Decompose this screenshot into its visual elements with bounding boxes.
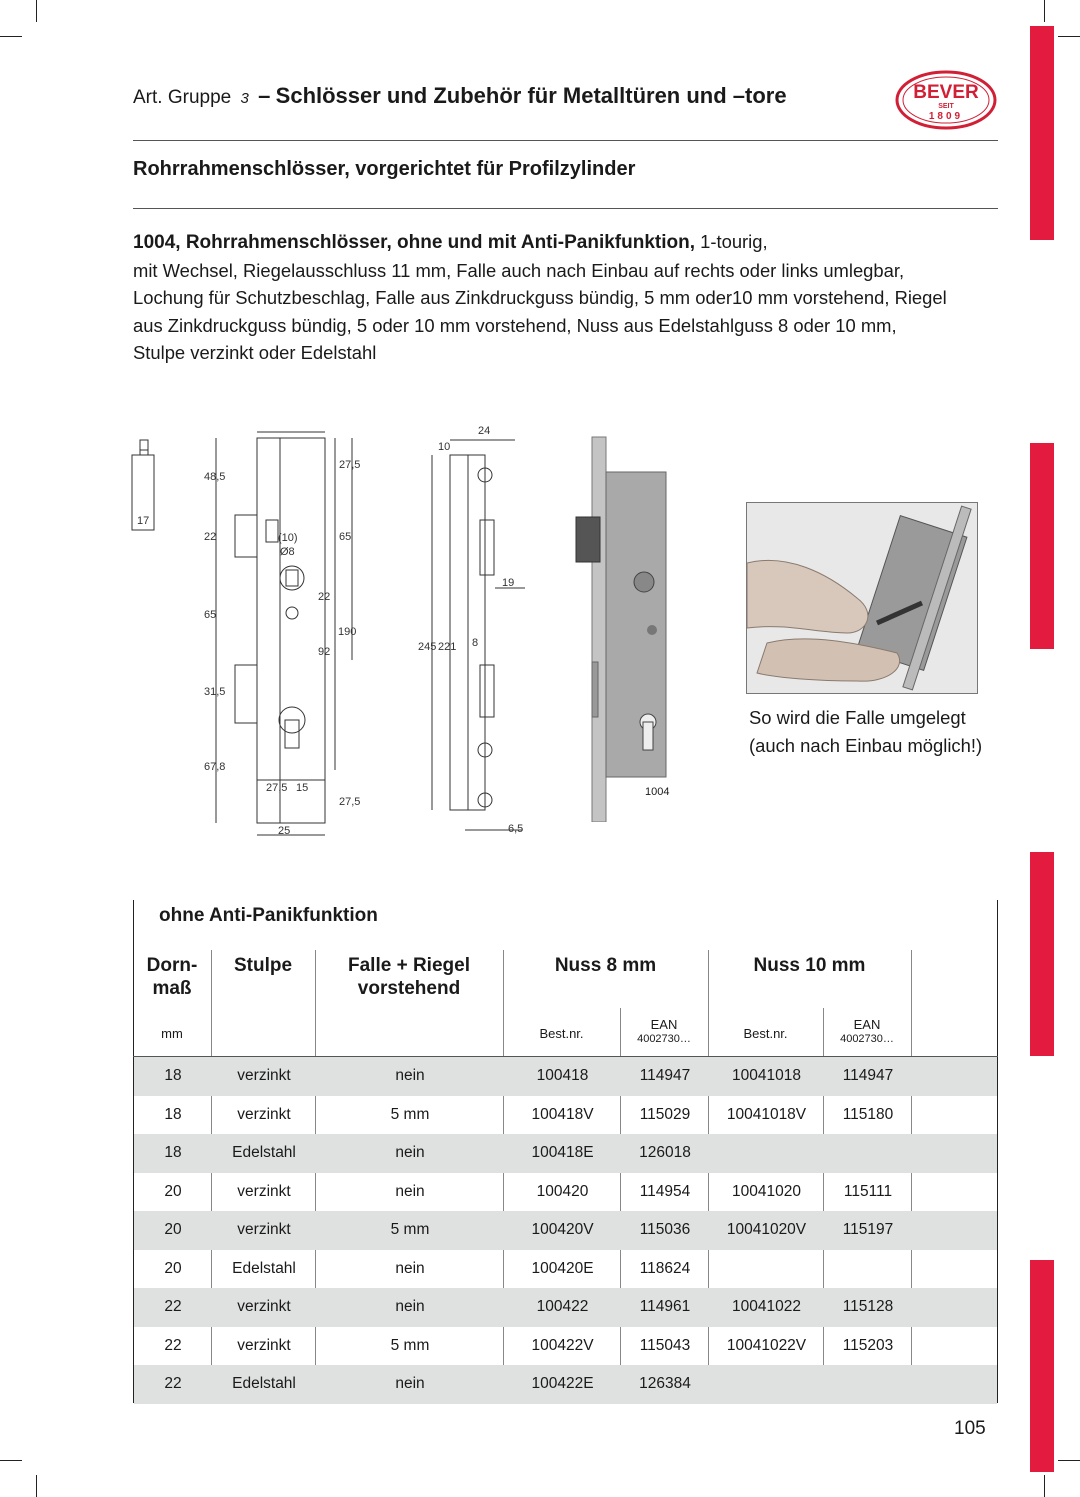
cell-stulpe: verzinkt <box>237 1336 291 1354</box>
cell-dornmass: 20 <box>164 1182 182 1200</box>
register-tab <box>1030 852 1054 1056</box>
header-title-line <box>133 83 787 109</box>
cell-dornmass: 22 <box>164 1375 182 1392</box>
product-lead: 1004, Rohrrahmenschlösser, ohne und mit Anti-Panikfunktion, <box>133 232 696 253</box>
table-row <box>134 1250 997 1289</box>
header-title: Schlösser und Zubehör für Metalltüren und –tore <box>275 83 787 108</box>
header-prefix: Art. Gruppe <box>133 87 232 108</box>
dim-label: 245 <box>418 641 437 653</box>
ean-label: EAN <box>650 1017 678 1032</box>
subheader-bestnr-8: Best.nr. <box>539 1026 584 1041</box>
dim-label: 8 <box>472 637 479 649</box>
cell-ean-8: 114961 <box>639 1298 691 1315</box>
logo-text-seit: SEIT <box>938 103 954 110</box>
header-stulpe: Stulpe <box>233 955 293 976</box>
bever-logo <box>894 68 998 132</box>
page-number: 105 <box>954 1418 986 1439</box>
dim-label: 6,5 <box>508 823 524 835</box>
subheader-ean-10 <box>823 1017 911 1047</box>
dim-label: 67,8 <box>204 761 226 773</box>
cell-ean-10: 115128 <box>842 1298 894 1315</box>
crop-mark <box>1058 36 1080 37</box>
product-lead-tail: 1-tourig, <box>695 231 768 252</box>
dim-label: 27,5 <box>339 459 361 471</box>
description-line: Stulpe verzinkt oder Edelstahl <box>133 342 377 363</box>
cell-dornmass: 22 <box>164 1336 182 1354</box>
description-line: aus Zinkdruckguss bündig, 5 oder 10 mm vorstehend, Nuss aus Edelstahlguss 8 oder 10 mm, <box>133 314 897 336</box>
table-row <box>134 1057 997 1096</box>
cell-ean-10: 115180 <box>842 1105 894 1123</box>
crop-mark <box>0 36 22 37</box>
cell-dornmass: 18 <box>164 1144 182 1161</box>
cell-stulpe: verzinkt <box>237 1067 291 1084</box>
subtitle-rule <box>133 208 998 209</box>
table-border <box>997 900 998 1402</box>
cell-bestnr-8: 100420V <box>531 1221 594 1238</box>
crop-mark <box>1058 1460 1080 1461</box>
cell-dornmass: 20 <box>164 1259 182 1277</box>
cell-dornmass: 22 <box>164 1298 182 1315</box>
cell-ean-10 <box>824 1250 912 1289</box>
cell-falle: nein <box>395 1375 425 1392</box>
cell-ean-8: 114947 <box>639 1067 691 1084</box>
dim-label: 65 <box>204 609 217 621</box>
cell-ean-10 <box>824 1134 912 1173</box>
header-rule <box>133 140 998 141</box>
cell-dornmass: 18 <box>164 1067 182 1084</box>
cell-stulpe: Edelstahl <box>232 1144 296 1161</box>
ean-label: EAN <box>853 1017 881 1032</box>
dim-label: 25 <box>278 825 291 837</box>
lock-product-photo <box>572 432 682 822</box>
cell-bestnr-8: 100422V <box>531 1336 594 1354</box>
register-tab <box>1030 26 1054 240</box>
cell-bestnr-10 <box>709 1365 824 1404</box>
cell-bestnr-8: 100420 <box>536 1182 589 1200</box>
cell-dornmass: 18 <box>164 1105 182 1123</box>
header-nuss-8: Nuss 8 mm <box>554 955 657 976</box>
cell-falle: 5 mm <box>390 1105 430 1123</box>
hand-photo-caption <box>749 704 982 760</box>
cell-falle: nein <box>395 1067 425 1084</box>
dim-label: 15 <box>296 782 309 794</box>
table-row <box>134 1096 997 1135</box>
dim-label: 19 <box>502 577 515 589</box>
product-description <box>133 228 998 367</box>
caption-line: So wird die Falle umgelegt <box>749 707 966 728</box>
ean-prefix: 4002730… <box>840 1033 894 1045</box>
cell-falle: nein <box>395 1259 425 1277</box>
table-row <box>134 1134 997 1173</box>
page-header <box>133 80 998 140</box>
hand-adjusting-latch-photo <box>746 502 978 694</box>
register-tab <box>1030 1260 1054 1472</box>
cell-stulpe: Edelstahl <box>232 1259 296 1277</box>
cell-ean-8: 115029 <box>639 1105 691 1123</box>
cell-bestnr-10: 10041022V <box>726 1336 807 1354</box>
technical-drawing <box>120 410 540 850</box>
dim-label: 31,5 <box>204 686 226 698</box>
logo-text-main: BEVER <box>913 82 979 103</box>
dim-label: (10) <box>278 532 298 544</box>
dim-label: 190 <box>338 626 357 638</box>
product-table <box>133 900 998 1404</box>
dim-label: 48,5 <box>204 471 226 483</box>
section-subtitle: Rohrrahmenschlösser, vorgerichtet für Profilzylinder <box>133 158 636 180</box>
header-falle-line: Falle + Riegel <box>348 955 470 976</box>
cell-bestnr-10: 10041018 <box>732 1067 801 1084</box>
cell-falle: nein <box>395 1182 425 1200</box>
dim-label: 221 <box>438 641 457 653</box>
crop-mark <box>36 1475 37 1497</box>
dim-label: 65 <box>339 531 352 543</box>
header-dash: – <box>258 83 271 108</box>
dim-label: 27,5 <box>339 796 361 808</box>
cell-bestnr-8: 100418E <box>531 1144 594 1161</box>
cell-bestnr-10 <box>709 1250 824 1289</box>
cell-ean-10 <box>824 1365 912 1404</box>
cell-stulpe: verzinkt <box>237 1298 291 1315</box>
ean-prefix: 4002730… <box>637 1033 691 1045</box>
cell-falle: nein <box>395 1298 425 1315</box>
cell-ean-10: 115197 <box>842 1221 894 1238</box>
subheader-ean-8 <box>620 1017 708 1047</box>
caption-line: (auch nach Einbau möglich!) <box>749 735 983 756</box>
cell-ean-8: 126018 <box>639 1144 691 1161</box>
cell-bestnr-8: 100422 <box>536 1298 589 1315</box>
dim-label: 22 <box>318 591 331 603</box>
table-row <box>134 1288 997 1327</box>
table-row <box>134 1365 997 1404</box>
cell-stulpe: Edelstahl <box>232 1375 296 1392</box>
table-row <box>134 1173 997 1212</box>
crop-mark <box>1044 0 1045 22</box>
subheader-bestnr-10: Best.nr. <box>743 1026 788 1041</box>
cell-bestnr-8: 100418 <box>536 1067 589 1084</box>
table-section-title: ohne Anti-Panikfunktion <box>159 905 378 926</box>
cell-ean-8: 115036 <box>639 1221 691 1238</box>
cell-bestnr-8: 100418V <box>531 1105 594 1123</box>
cell-ean-8: 118624 <box>639 1259 691 1277</box>
dim-label: 24 <box>478 425 491 437</box>
cell-stulpe: verzinkt <box>237 1221 291 1238</box>
header-falle-riegel <box>315 954 503 1000</box>
cell-bestnr-10: 10041022 <box>732 1298 801 1315</box>
cell-ean-10: 114947 <box>842 1067 894 1084</box>
register-tab <box>1030 443 1054 649</box>
header-dornmass-line: maß <box>152 978 192 999</box>
cell-dornmass: 20 <box>164 1221 182 1238</box>
lock-photo-caption: 1004 <box>645 786 670 798</box>
description-line: mit Wechsel, Riegelausschluss 11 mm, Falle auch nach Einbau auf rechts oder links umlegbar, <box>133 259 905 281</box>
subheader-unit: mm <box>161 1026 183 1041</box>
dim-label: 22 <box>204 531 217 543</box>
cell-ean-8: 115043 <box>639 1336 691 1354</box>
cell-ean-8: 114954 <box>639 1182 691 1200</box>
header-nuss-10: Nuss 10 mm <box>753 955 866 976</box>
cell-falle: nein <box>395 1144 425 1161</box>
crop-mark <box>0 1460 22 1461</box>
cell-ean-10: 115111 <box>843 1182 893 1200</box>
crop-mark <box>36 0 37 22</box>
crop-mark <box>1044 1475 1045 1497</box>
table-row <box>134 1211 997 1250</box>
description-line: Lochung für Schutzbeschlag, Falle aus Zinkdruckguss bündig, 5 mm oder10 mm vorstehend, Riegel <box>133 287 947 308</box>
table-row <box>134 1327 997 1366</box>
cell-stulpe: verzinkt <box>237 1105 291 1123</box>
logo-text-year: 1809 <box>928 111 964 122</box>
cell-falle: 5 mm <box>390 1336 430 1354</box>
cell-falle: 5 mm <box>390 1221 430 1238</box>
cell-bestnr-10 <box>709 1134 824 1173</box>
cell-bestnr-10: 10041020 <box>732 1182 801 1200</box>
cell-bestnr-8: 100422E <box>531 1375 594 1392</box>
header-group-number: 3 <box>240 90 249 107</box>
cell-bestnr-10: 10041020V <box>726 1221 807 1238</box>
dim-label: 27,5 <box>266 782 288 794</box>
header-dornmass-line: Dorn- <box>146 955 198 976</box>
cell-bestnr-8: 100420E <box>531 1259 594 1277</box>
header-falle-line: vorstehend <box>357 978 461 999</box>
dim-label: 17 <box>137 515 150 527</box>
dim-label: Ø8 <box>280 546 295 558</box>
cell-bestnr-10: 10041018V <box>726 1105 807 1123</box>
cell-stulpe: verzinkt <box>237 1182 291 1200</box>
dim-label: 92 <box>318 646 331 658</box>
dim-label: 10 <box>438 441 451 453</box>
cell-ean-8: 126384 <box>639 1375 691 1392</box>
cell-ean-10: 115203 <box>842 1336 894 1354</box>
header-dornmass <box>133 954 211 1000</box>
